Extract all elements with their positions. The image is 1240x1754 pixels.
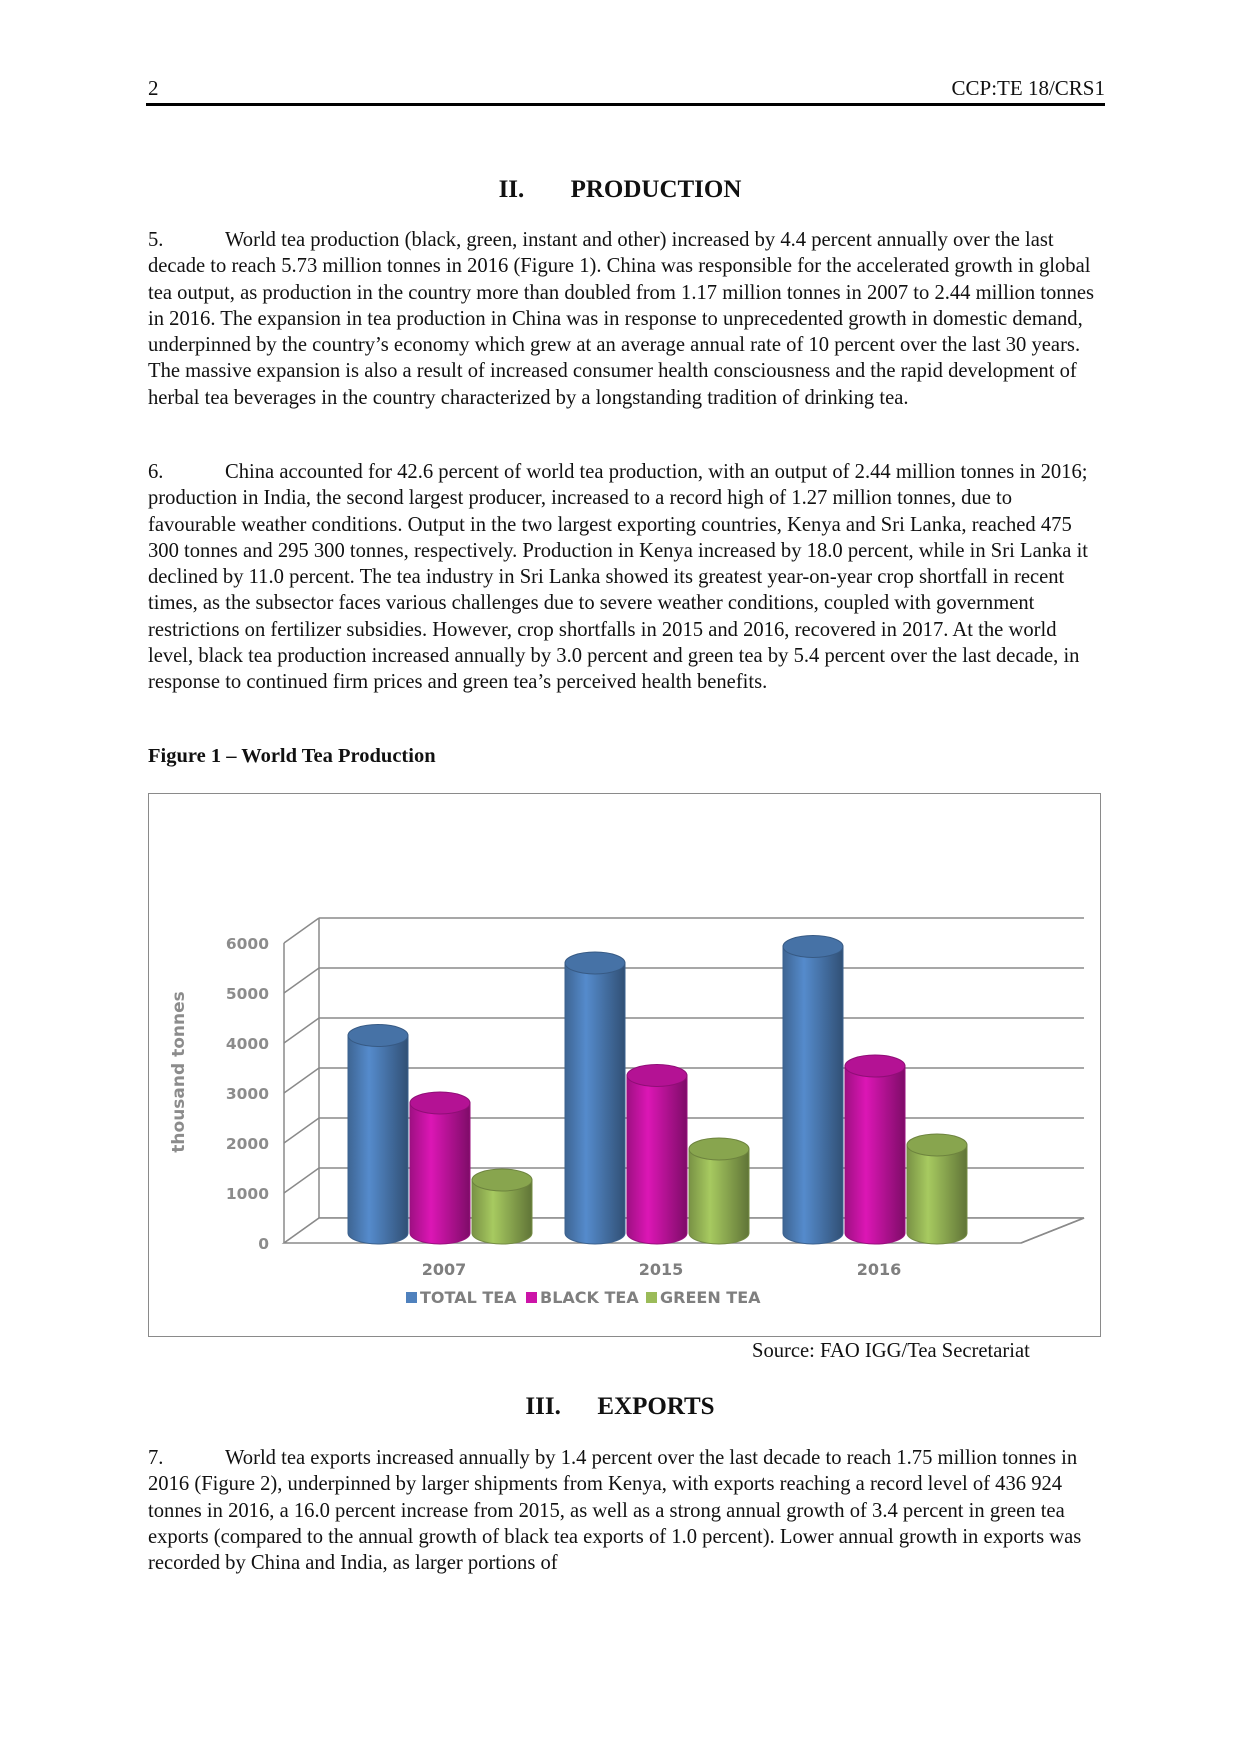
x-tick-label: 2015 [638,1260,684,1279]
y-axis-title: thousand tonnes [169,991,189,1153]
chart-frame [148,793,1101,1337]
depth-line [284,968,319,993]
figure-source: Source: FAO IGG/Tea Secretariat [752,1340,1030,1362]
figure-caption: Figure 1 – World Tea Production [148,745,436,767]
bar-cylinder-top [348,1025,408,1047]
paragraph-text: World tea production (black, green, instant and other) increased by 4.4 percent annually over the last decade to reach 5.73 million tonnes in 2016 (Figure 1). China was responsible for the accelerated growth in global tea output, as production in the country more than doubled from 1.17 million tonnes in 2007 to 2.44 million tonnes in 2016. The expansion in tea production in China was in response to unprecedented growth in domestic demand, underpinned by the country’s economy which grew at an average annual rate of 10 percent over the last 30 years. The massive expansion is also a result of increased consumer health consciousness and the rapid development of herbal tea beverages in the country characterized by a longstanding tradition of drinking tea. [148,229,1095,409]
bar-cylinder [565,963,625,1244]
depth-line [284,918,319,943]
section-number: II. [498,176,525,203]
header-rule [146,103,1105,106]
y-tick-label: 1000 [225,1185,269,1203]
paragraph-number: 5. [148,229,164,251]
section-title: EXPORTS [597,1393,715,1420]
paragraph-6 [148,459,1105,696]
page-number: 2 [148,76,159,100]
y-tick-label: 0 [258,1235,269,1253]
bar-cylinder-top [907,1134,967,1156]
depth-line [284,1068,319,1093]
bar-cylinder-top [410,1092,470,1114]
bar-cylinder [907,1145,967,1244]
bar-cylinder-top [689,1138,749,1160]
bar-cylinder [627,1076,687,1245]
section-number: III. [525,1393,561,1420]
bar-cylinder [783,947,843,1245]
y-tick-label: 4000 [225,1035,269,1053]
paragraph-7 [148,1445,1105,1576]
y-tick-label: 6000 [225,935,269,953]
document-code: CCP:TE 18/CRS1 [951,76,1105,100]
legend-swatch [526,1292,537,1303]
bar-cylinder-top [565,952,625,974]
y-tick-label: 5000 [225,985,269,1003]
bar-cylinder-top [783,936,843,958]
world-tea-production-chart [149,794,1099,1335]
y-tick-label: 3000 [225,1085,269,1103]
bar-cylinder-top [627,1065,687,1087]
paragraph-5 [148,227,1105,411]
depth-line [284,1018,319,1043]
y-tick-label: 2000 [225,1135,269,1153]
bar-cylinder [689,1149,749,1244]
bar-cylinder-top [845,1055,905,1077]
legend-label: TOTAL TEA [420,1288,517,1307]
bar-cylinder [348,1036,408,1245]
depth-line [284,1118,319,1143]
section-title: PRODUCTION [570,176,742,203]
depth-line [284,1168,319,1193]
bar-cylinder-top [472,1169,532,1191]
bar-cylinder [845,1066,905,1244]
legend-swatch [646,1292,657,1303]
section-heading-exports [0,1393,1240,1421]
legend-label: GREEN TEA [660,1288,761,1307]
paragraph-number: 7. [148,1447,164,1469]
paragraph-text: World tea exports increased annually by 1.4 percent over the last decade to reach 1.75 million tonnes in 2016 (Figure 2), underpinned by larger shipments from Kenya, with exports reaching a record level of 436 924 tonnes in 2016, a 16.0 percent increase from 2015, as well as a strong annual growth of 3.4 percent in green tea exports (compared to the annual growth of black tea exports of 1.0 percent). Lower annual growth in exports was recorded by China and India, as larger portions of [148,1447,1082,1575]
bar-cylinder [410,1103,470,1244]
section-heading-production [0,176,1240,204]
legend-label: BLACK TEA [540,1288,639,1307]
legend-swatch [406,1292,417,1303]
x-tick-label: 2007 [421,1260,467,1279]
x-tick-label: 2016 [856,1260,902,1279]
paragraph-number: 6. [148,461,164,483]
paragraph-text: China accounted for 42.6 percent of world tea production, with an output of 2.44 million tonnes in 2016; production in India, the second largest producer, increased to a record high of 1.27 million tonnes, due to favourable weather conditions. Output in the two largest exporting countries, Kenya and Sri Lanka, reached 475 300 tonnes and 295 300 tonnes, respectively. Production in Kenya increased by 18.0 percent, while in Sri Lanka it declined by 11.0 percent. The tea industry in Sri Lanka showed its greatest year-on-year crop shortfall in recent times, as the subsector faces various challenges due to severe weather conditions, coupled with government restrictions on fertilizer subsidies. However, crop shortfalls in 2015 and 2016, recovered in 2017. At the world level, black tea production increased annually by 3.0 percent and green tea by 5.4 percent over the last decade, in response to continued firm prices and green tea’s perceived health benefits. [148,461,1089,694]
